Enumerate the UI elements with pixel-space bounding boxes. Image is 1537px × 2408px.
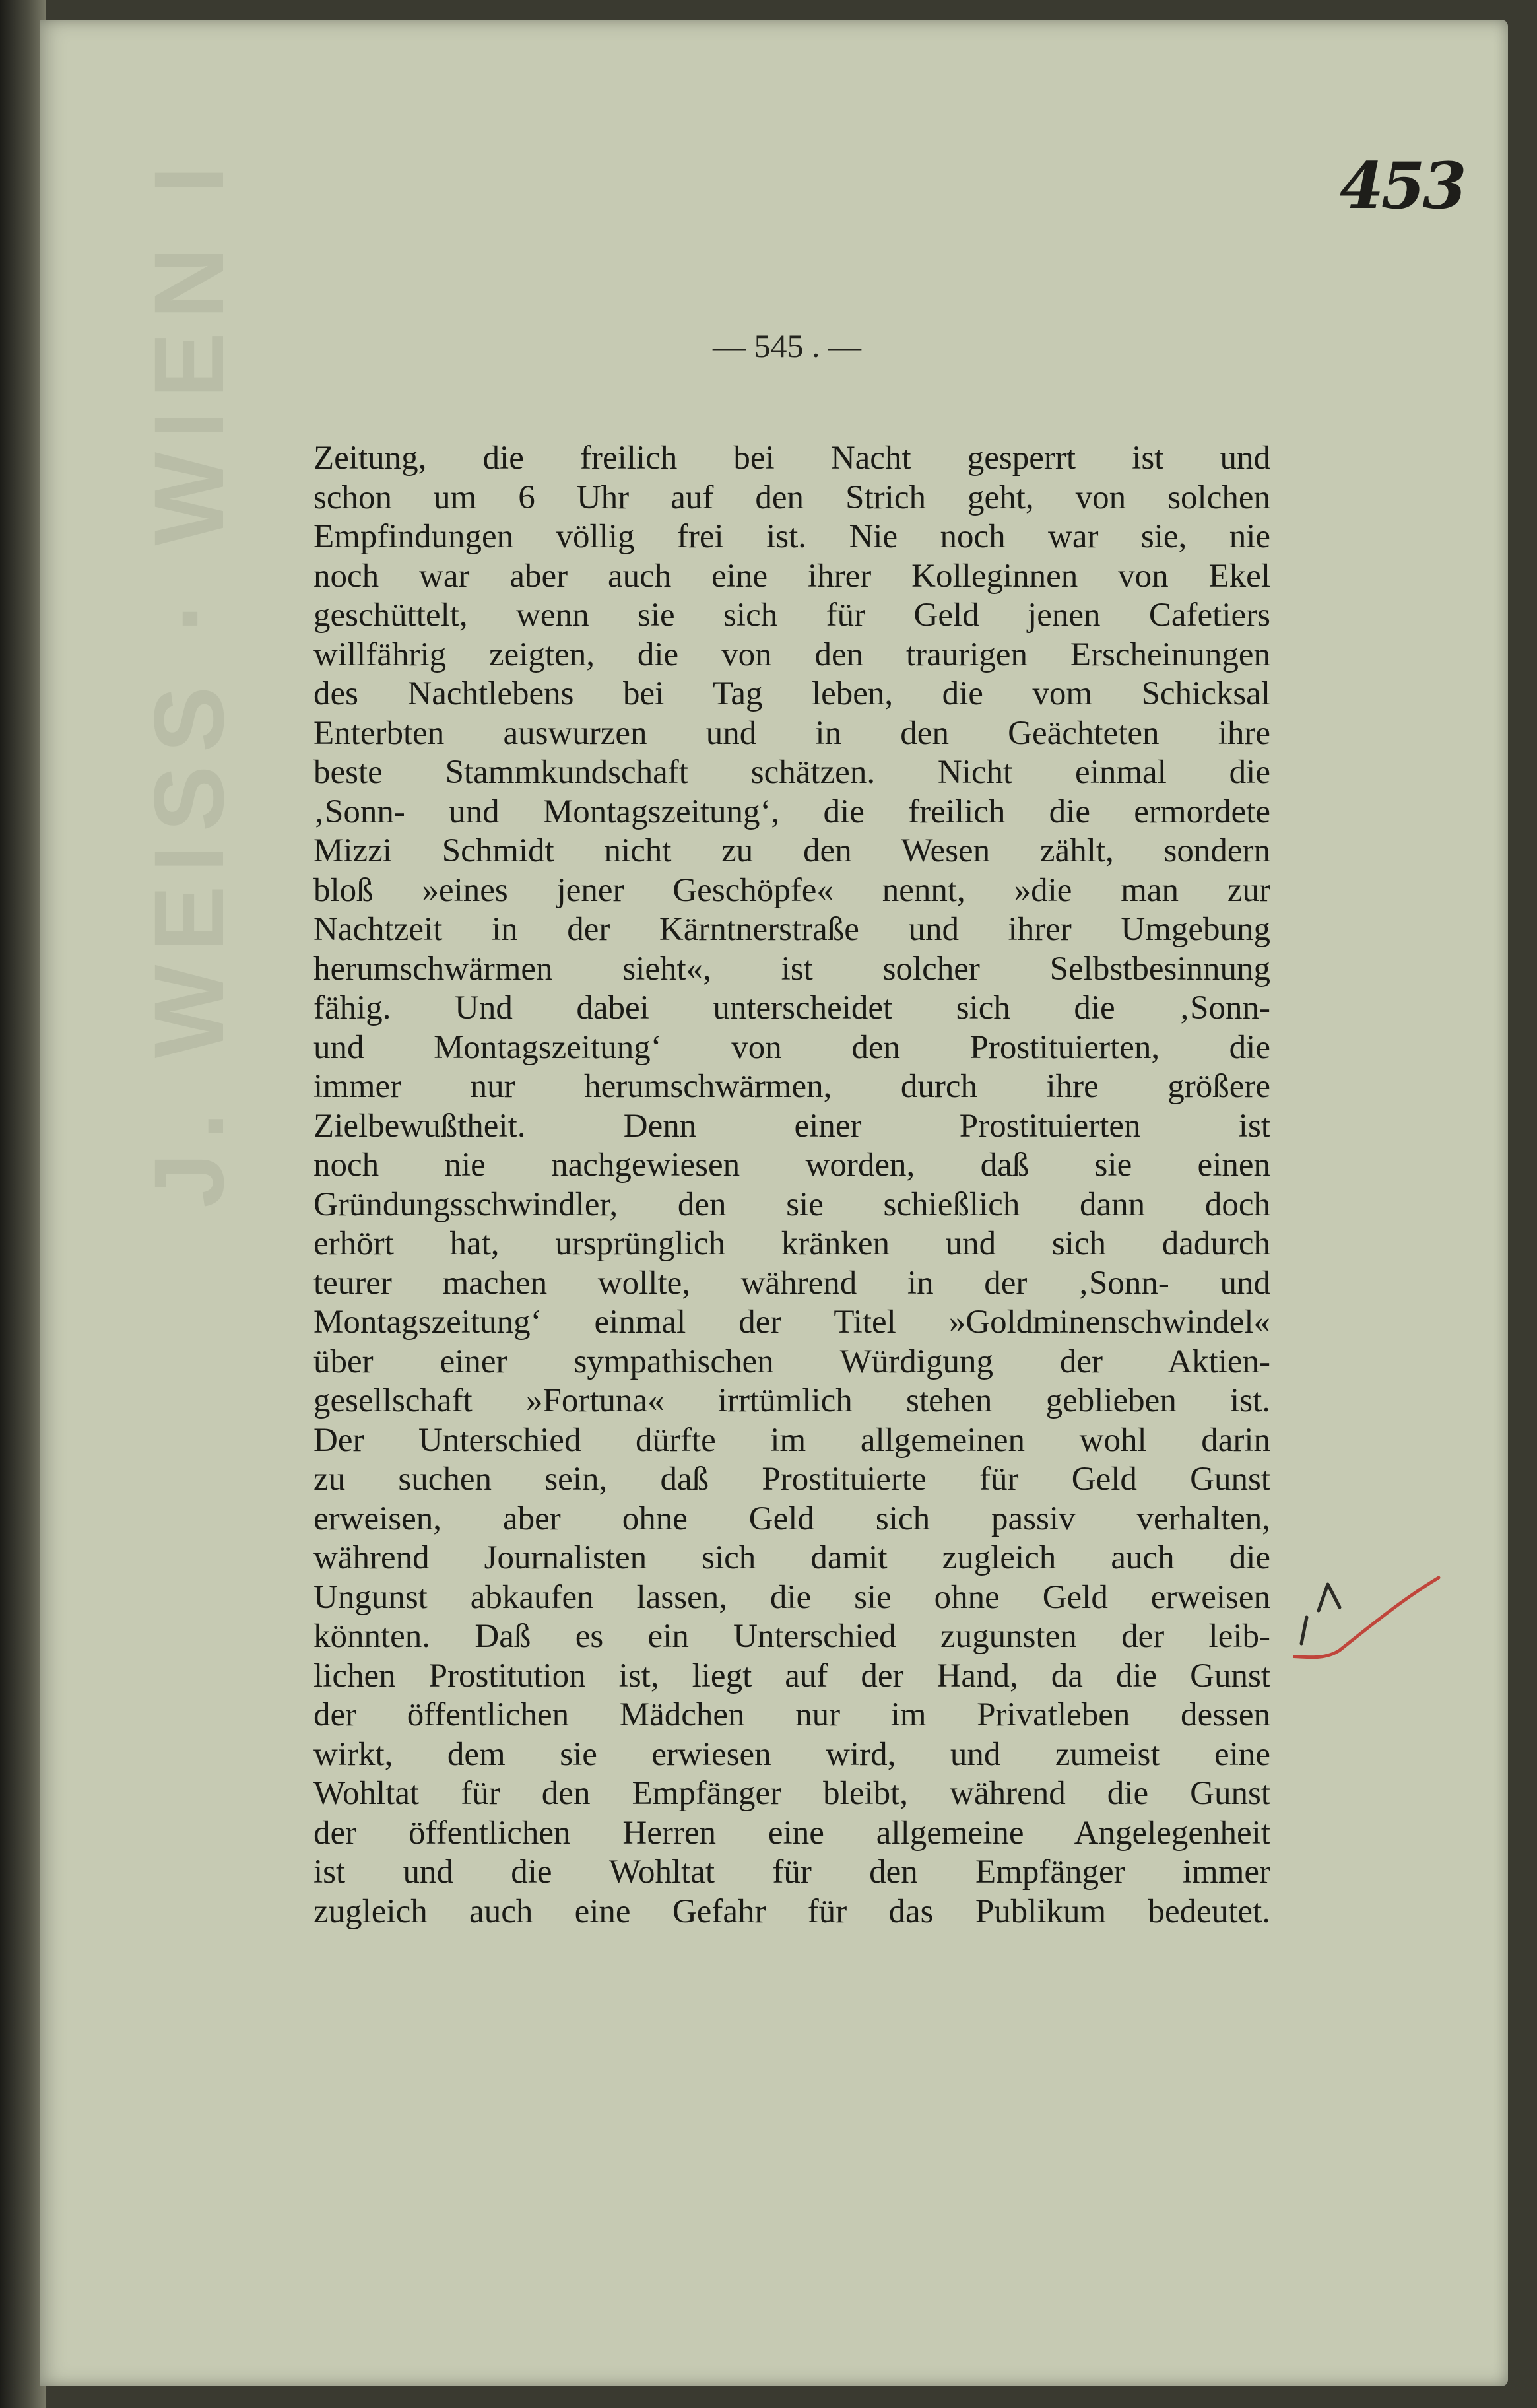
text-line: Zielbewußtheit. Denn einer Prostituierten ist <box>313 1107 1270 1145</box>
text-line: ‚Sonn- und Montagszeitung‘, die freilich die ermordete <box>313 793 1270 830</box>
text-line: noch nie nachgewiesen worden, daß sie einen <box>313 1147 1270 1184</box>
text-line: lichen Prostitution ist, liegt auf der Hand, da die Gunst <box>313 1657 1270 1694</box>
text-line: gesellschaft »Fortuna« irrtümlich stehen geblieben ist. <box>313 1382 1270 1419</box>
text-line: des Nachtlebens bei Tag leben, die vom Schicksal <box>313 675 1270 712</box>
text-line: Zeitung, die freilich bei Nacht gesperrt ist und <box>313 440 1270 477</box>
pencil-mark-one <box>1319 1584 1340 1611</box>
text-line: könnten. Daß es ein Unterschied zugunsten der leib- <box>313 1618 1270 1655</box>
text-line: der öffentlichen Mädchen nur im Privatleben dessen <box>313 1696 1270 1733</box>
text-line: zugleich auch eine Gefahr für das Publikum bedeutet. <box>313 1892 1270 1930</box>
text-line: Der Unterschied dürfte im allgemeinen wohl darin <box>313 1421 1270 1459</box>
text-line: Wohltat für den Empfänger bleibt, während die Gunst <box>313 1775 1270 1812</box>
library-stamp: J. WEISS · WIEN I <box>133 152 244 1208</box>
text-line: über einer sympathischen Würdigung der Aktien- <box>313 1343 1270 1380</box>
text-line: der öffentlichen Herren eine allgemeine Angelegenheit <box>313 1814 1270 1852</box>
text-line: Montagszeitung‘ einmal der Titel »Goldminenschwindel« <box>313 1304 1270 1341</box>
red-pencil-stroke <box>1293 1578 1439 1657</box>
text-line: Enterbten auswurzen und in den Geächteten ihre <box>313 714 1270 752</box>
text-line: noch war aber auch eine ihrer Kolleginnen von Ekel <box>313 557 1270 595</box>
text-line: geschüttelt, wenn sie sich für Geld jenen Cafetiers <box>313 597 1270 634</box>
text-line: während Journalisten sich damit zugleich auch die <box>313 1539 1270 1576</box>
text-line: willfährig zeigten, die von den traurigen Erscheinungen <box>313 636 1270 673</box>
text-line: immer nur herumschwärmen, durch ihre größere <box>313 1068 1270 1105</box>
text-line: beste Stammkundschaft schätzen. Nicht einmal die <box>313 754 1270 791</box>
text-line: herumschwärmen sieht«, ist solcher Selbstbesinnung <box>313 950 1270 987</box>
margin-annotation <box>1293 1505 1452 1683</box>
text-line: Empfindungen völlig frei ist. Nie noch war sie, nie <box>313 518 1270 555</box>
pencil-mark-slash <box>1301 1617 1307 1644</box>
text-line: ist und die Wohltat für den Empfänger immer <box>313 1854 1270 1890</box>
body-text <box>313 439 1270 1931</box>
text-line: bloß »eines jener Geschöpfe« nennt, »die man zur <box>313 871 1270 909</box>
text-line: zu suchen sein, daß Prostituierte für Geld Gunst <box>313 1461 1270 1498</box>
text-line: Mizzi Schmidt nicht zu den Wesen zählt, sondern <box>313 832 1270 869</box>
text-line: schon um 6 Uhr auf den Strich geht, von solchen <box>313 479 1270 516</box>
text-line: erweisen, aber ohne Geld sich passiv verhalten, <box>313 1500 1270 1537</box>
text-line: Gründungsschwindler, den sie schießlich dann doch <box>313 1186 1270 1223</box>
text-line: wirkt, dem sie erwiesen wird, und zumeist eine <box>313 1735 1270 1773</box>
text-line: teurer machen wollte, während in der ‚Sonn- und <box>313 1264 1270 1302</box>
page-number: — 545 . — <box>713 327 861 364</box>
text-line: Nachtzeit in der Kärntnerstraße und ihrer Umgebung <box>313 911 1270 948</box>
text-line: Ungunst abkaufen lassen, die sie ohne Geld erweisen <box>313 1578 1270 1616</box>
text-line: erhört hat, ursprünglich kränken und sich dadurch <box>313 1225 1270 1262</box>
text-line: fähig. Und dabei unterscheidet sich die ‚Sonn- <box>313 989 1270 1026</box>
text-line: und Montagszeitung‘ von den Prostituierten, die <box>313 1028 1270 1066</box>
archive-number: 453 <box>1340 149 1464 223</box>
